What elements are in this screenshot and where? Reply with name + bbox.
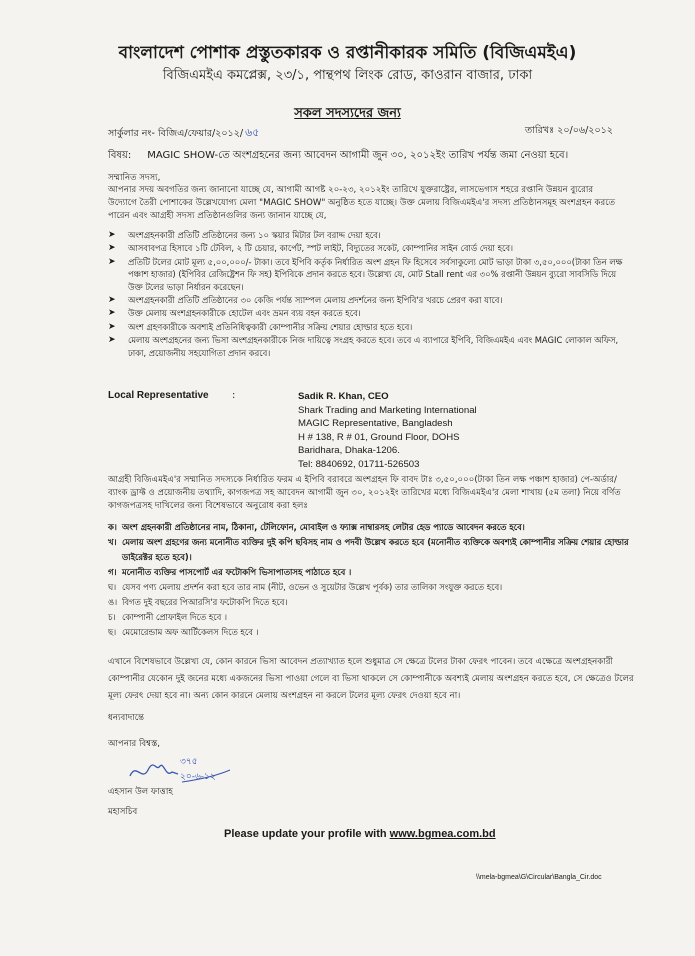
requirement-item: চ। কোম্পানী প্রোফাইল দিতে হবে । [108, 612, 227, 622]
list-item: ➤ অংশগ্রহনকারী প্রতিটি প্রতিষ্ঠানের ৩০ কেজি পর্যন্ত স্যাম্পল মেলায় প্রদর্শনের জন্য ইপিবি'র খরচে প্রেরণ করা যাবে। [108, 295, 503, 306]
handwritten-circular-number: ৬৫ [245, 126, 260, 139]
arrow-bullet-icon: ➤ [108, 308, 116, 319]
local-rep-colon: : [232, 390, 236, 401]
local-rep-phone: Tel: 8840692, 01711-526503 [298, 458, 420, 470]
subject-line [108, 148, 568, 165]
requirement-item: ক। অংশ গ্রহনকারী প্রতিষ্ঠানের নাম, ঠিকানা, টেলিফোন, মোবাইল ও ফ্যাক্স নাম্বারসহ লেটার হেড প্যাডে আবেদন করতে হবে। [108, 522, 525, 532]
local-rep-line: Shark Trading and Marketing International [298, 404, 477, 416]
requirement-item: ঘ। যেসব পণ্য মেলায় প্রদর্শন করা হবে তার নাম (নীট, ওভেন ও সুয়েটার উল্লেখ পূর্বক) তার তালিকা সংযুক্ত করতে হবে। [108, 582, 503, 592]
subject-text: MAGIC SHOW-তে অংশগ্রহনের জন্য আবেদন আগামী জুন ৩০, ২০১২ইং তারিখ পর্যন্ত জমা নেওয়া হবে। [147, 150, 569, 161]
requirement-item: গ। মনোনীত ব্যক্তির পাসপোর্ট এর ফটোকপি ভিসাপাতাসহ পাঠাতে হবে । [108, 567, 352, 577]
arrow-bullet-icon: ➤ [108, 295, 116, 306]
requirement-item: খ। মেলায় অংশ গ্রহণের জন্য মনোনীত ব্যক্তির দুই কপি ছবিসহ নাম ও পদবী উল্লেখ করতে হবে (মনোনীত ব্যক্তিকে অবশ্যই কোম্পানীর সক্রিয় শেয়ার হোল্ডার ডাইরেক্টর হতে হবে)। [108, 537, 629, 562]
requirement-item: ছ। মেমোরেন্ডাম অফ আর্টিকেলস দিতে হবে । [108, 627, 259, 637]
closing-yours: আপনার বিশ্বস্ত, [108, 739, 160, 749]
application-paragraph: আগ্রহী বিজিএমইএ'র সম্মানিত সদস্যকে নির্ধারিত ফরম এ ইপিবি বরাবরে অংশগ্রহন ফি বাবদ টাঃ ৩,৫০,০০০(টাকা তিন লক্ষ পঞ্চাশ হাজার) পে-অর্ডার/ব্যাংক ড্রাফ্ট ও প্রয়োজনীয় তথ্যাদি, কাগজপত্র সহ আবেদন আগামী জুন ৩০, ২০১২ইং তারিখের মধ্যে বিজিএমইএ'র মেলা শাখায় (৫ম তলা) নিয়ে বর্ণিত কাগজপত্রসহ দাখিলের জন্য বিশেষভাবে অনুরোধ করা হলঃ [108, 475, 621, 512]
local-rep-label: Local Representative [108, 390, 209, 401]
website-link[interactable]: www.bgmea.com.bd [389, 828, 496, 840]
file-path: \\mela-bgmea\G\Circular\Bangla_Cir.doc [476, 874, 602, 881]
requirement-item: ঙ। বিগত দুই বছরের পিআরসি'র ফটোকপি দিতে হবে। [108, 597, 288, 607]
local-rep-line: Baridhara, Dhaka-1206. [298, 445, 400, 457]
arrow-bullet-icon: ➤ [108, 256, 116, 267]
refund-paragraph: এখানে বিশেষভাবে উল্লেখ্য যে, কোন কারনে ভিসা আবেদন প্রত্যাখ্যাত হলে শুধুমাত্র সে ক্ষেত্রে টলের টাকা ফেরৎ পাবেন। তবে এক্ষেত্রে অংশগ্রহনকারী কোম্পানীর যেকোন দুই জনের মধ্যে একজনের ভিসা পাওয়া গেলে বা ভিসা থাকলে সে কোম্পানীকে অবশ্যই মেলায় অংশগ্রহন করতে হবে, সে ক্ষেত্রেও টলের মূল্য ফেরৎ দেয়া হবে না। অন্য কোন কারনে মেলায় অংশগ্রহন না করলে টলের মূল্য ফেরৎ দেওয়া হবে না। [108, 657, 634, 701]
signature-note: ৩৭৫ ২০-৬-১২ [180, 757, 216, 782]
arrow-bullet-icon: ➤ [108, 243, 116, 254]
signer-name: এহসান উল ফাত্তাহ [108, 787, 173, 797]
notice-title: সকল সদস্যদের জন্য [294, 106, 401, 121]
requirements-list [108, 520, 643, 640]
organization-address: বিজিএমইএ কমপ্লেক্স, ২৩/১, পান্থপথ লিংক রোড, কাওরান বাজার, ঢাকা [162, 68, 533, 83]
arrow-bullet-icon: ➤ [108, 335, 116, 346]
organization-name: বাংলাদেশ পোশাক প্রস্তুতকারক ও রপ্তানীকারক সমিতি (বিজিএমইএ) [118, 43, 577, 63]
list-item: ➤ আসবাবপত্র হিসাবে ১টি টেবিল, ২ টি চেয়ার, কার্পেট, স্পট লাইট, বিদ্যুতের সকেট, কোম্পানির সাইন বোর্ড দেয়া হবে। [108, 243, 514, 254]
list-item: ➤ প্রতিটি টলের মোট মূল্য ৫,০০,০০০/- টাকা। তবে ইপিবি কর্তৃক নির্ধারিত অংশ গ্রহন ফি হিসেবে সর্বসাকুল্যে মোট ভাড়া টাকা ৩,৫০,০০০(টাকা তিন লক্ষ পঞ্চাশ হাজার) (ইপিবির রেজিষ্ট্রেশন ফি সহ) ইপিবিকে প্রদান করতে হবে। উল্লেখ্য যে, মোট Stall rent এর ৩০% রপ্তানী উন্নয়ন ব্যুরো সাবসিডি দিয়ে উক্ত টলের ভাড়া নির্ধারন করেছেন। [108, 256, 623, 292]
handwritten-signature [126, 752, 236, 788]
list-item: ➤ অংশগ্রহনকারী প্রতিটি প্রতিষ্ঠানের জন্য ১০ স্কয়ার মিটার টল বরাদ্দ দেয়া হবে। [108, 230, 381, 240]
circular-number: সার্কুলার নং- বিজিএ/ফেয়ার/২০১২/ ৬৫ [108, 126, 260, 139]
closing-thanks: ধন্যবাদান্তে [108, 713, 145, 723]
list-item: ➤ উক্ত মেলায় অংশগ্রহনকারীকে হোটেল এবং ভ্রমন ব্যয় বহন করতে হবে। [108, 308, 361, 319]
local-rep-line: MAGIC Representative, Bangladesh [298, 418, 453, 430]
arrow-bullet-icon: ➤ [108, 230, 116, 240]
subject-label: বিষয়: [108, 150, 132, 161]
intro-paragraph: আপনার সদয় অবগতির জন্য জানানো যাচ্ছে যে, আগামী আগষ্ট ২০-২৩, ২০১২ইং তারিখে যুক্তরাষ্ট্রের, লাসভেগাস শহরে রপ্তানি উন্নয়ন ব্যুরোর উদ্যোগে তৈরী পোশাকের উল্লেখযোগ্য মেলা "MAGIC SHOW" অনুষ্ঠিত হতে যাচ্ছে। উক্ত মেলায় বিজিএমইএ'র সদস্য প্রতিষ্ঠানসমূহ অংশগ্রহন করতে পারেন এবং আগ্রহী সদস্য প্রতিষ্ঠানগুলির জন্য জানান যাচ্ছে যে, [108, 185, 616, 222]
local-rep-name: Sadik R. Khan, CEO [298, 391, 389, 402]
greeting: সম্মানিত সদস্য, [108, 173, 161, 183]
circular-date: তারিখঃ ২০/০৬/২০১২ [525, 125, 613, 136]
terms-list [108, 229, 628, 360]
arrow-bullet-icon: ➤ [108, 321, 116, 332]
list-item: ➤ মেলায় অংশগ্রহনের জন্য ভিসা অংশগ্রহনকারীকে নিজ দায়িত্বে সংগ্রহ করতে হবে। তবে এ ব্যাপারে ইপিবি, বিজিএমইএ এবং MAGIC লোকাল অফিস, ঢাকা, প্রয়োজনীয় সহযোগিতা প্রদান করবে। [108, 335, 619, 358]
local-rep-line: H # 138, R # 01, Ground Floor, DOHS [298, 431, 460, 443]
list-item: ➤ অংশ গ্রহণকারীকে অবশ্যই প্রতিনিধিত্বকারী কোম্পানীর সক্রিয় শেয়ার হোল্ডার হতে হবে। [108, 321, 413, 332]
footer-notice: Please update your profile with www.bgmea.com.bd [224, 828, 496, 840]
local-rep-details [298, 390, 477, 472]
signer-title: মহাসচিব [108, 807, 138, 817]
